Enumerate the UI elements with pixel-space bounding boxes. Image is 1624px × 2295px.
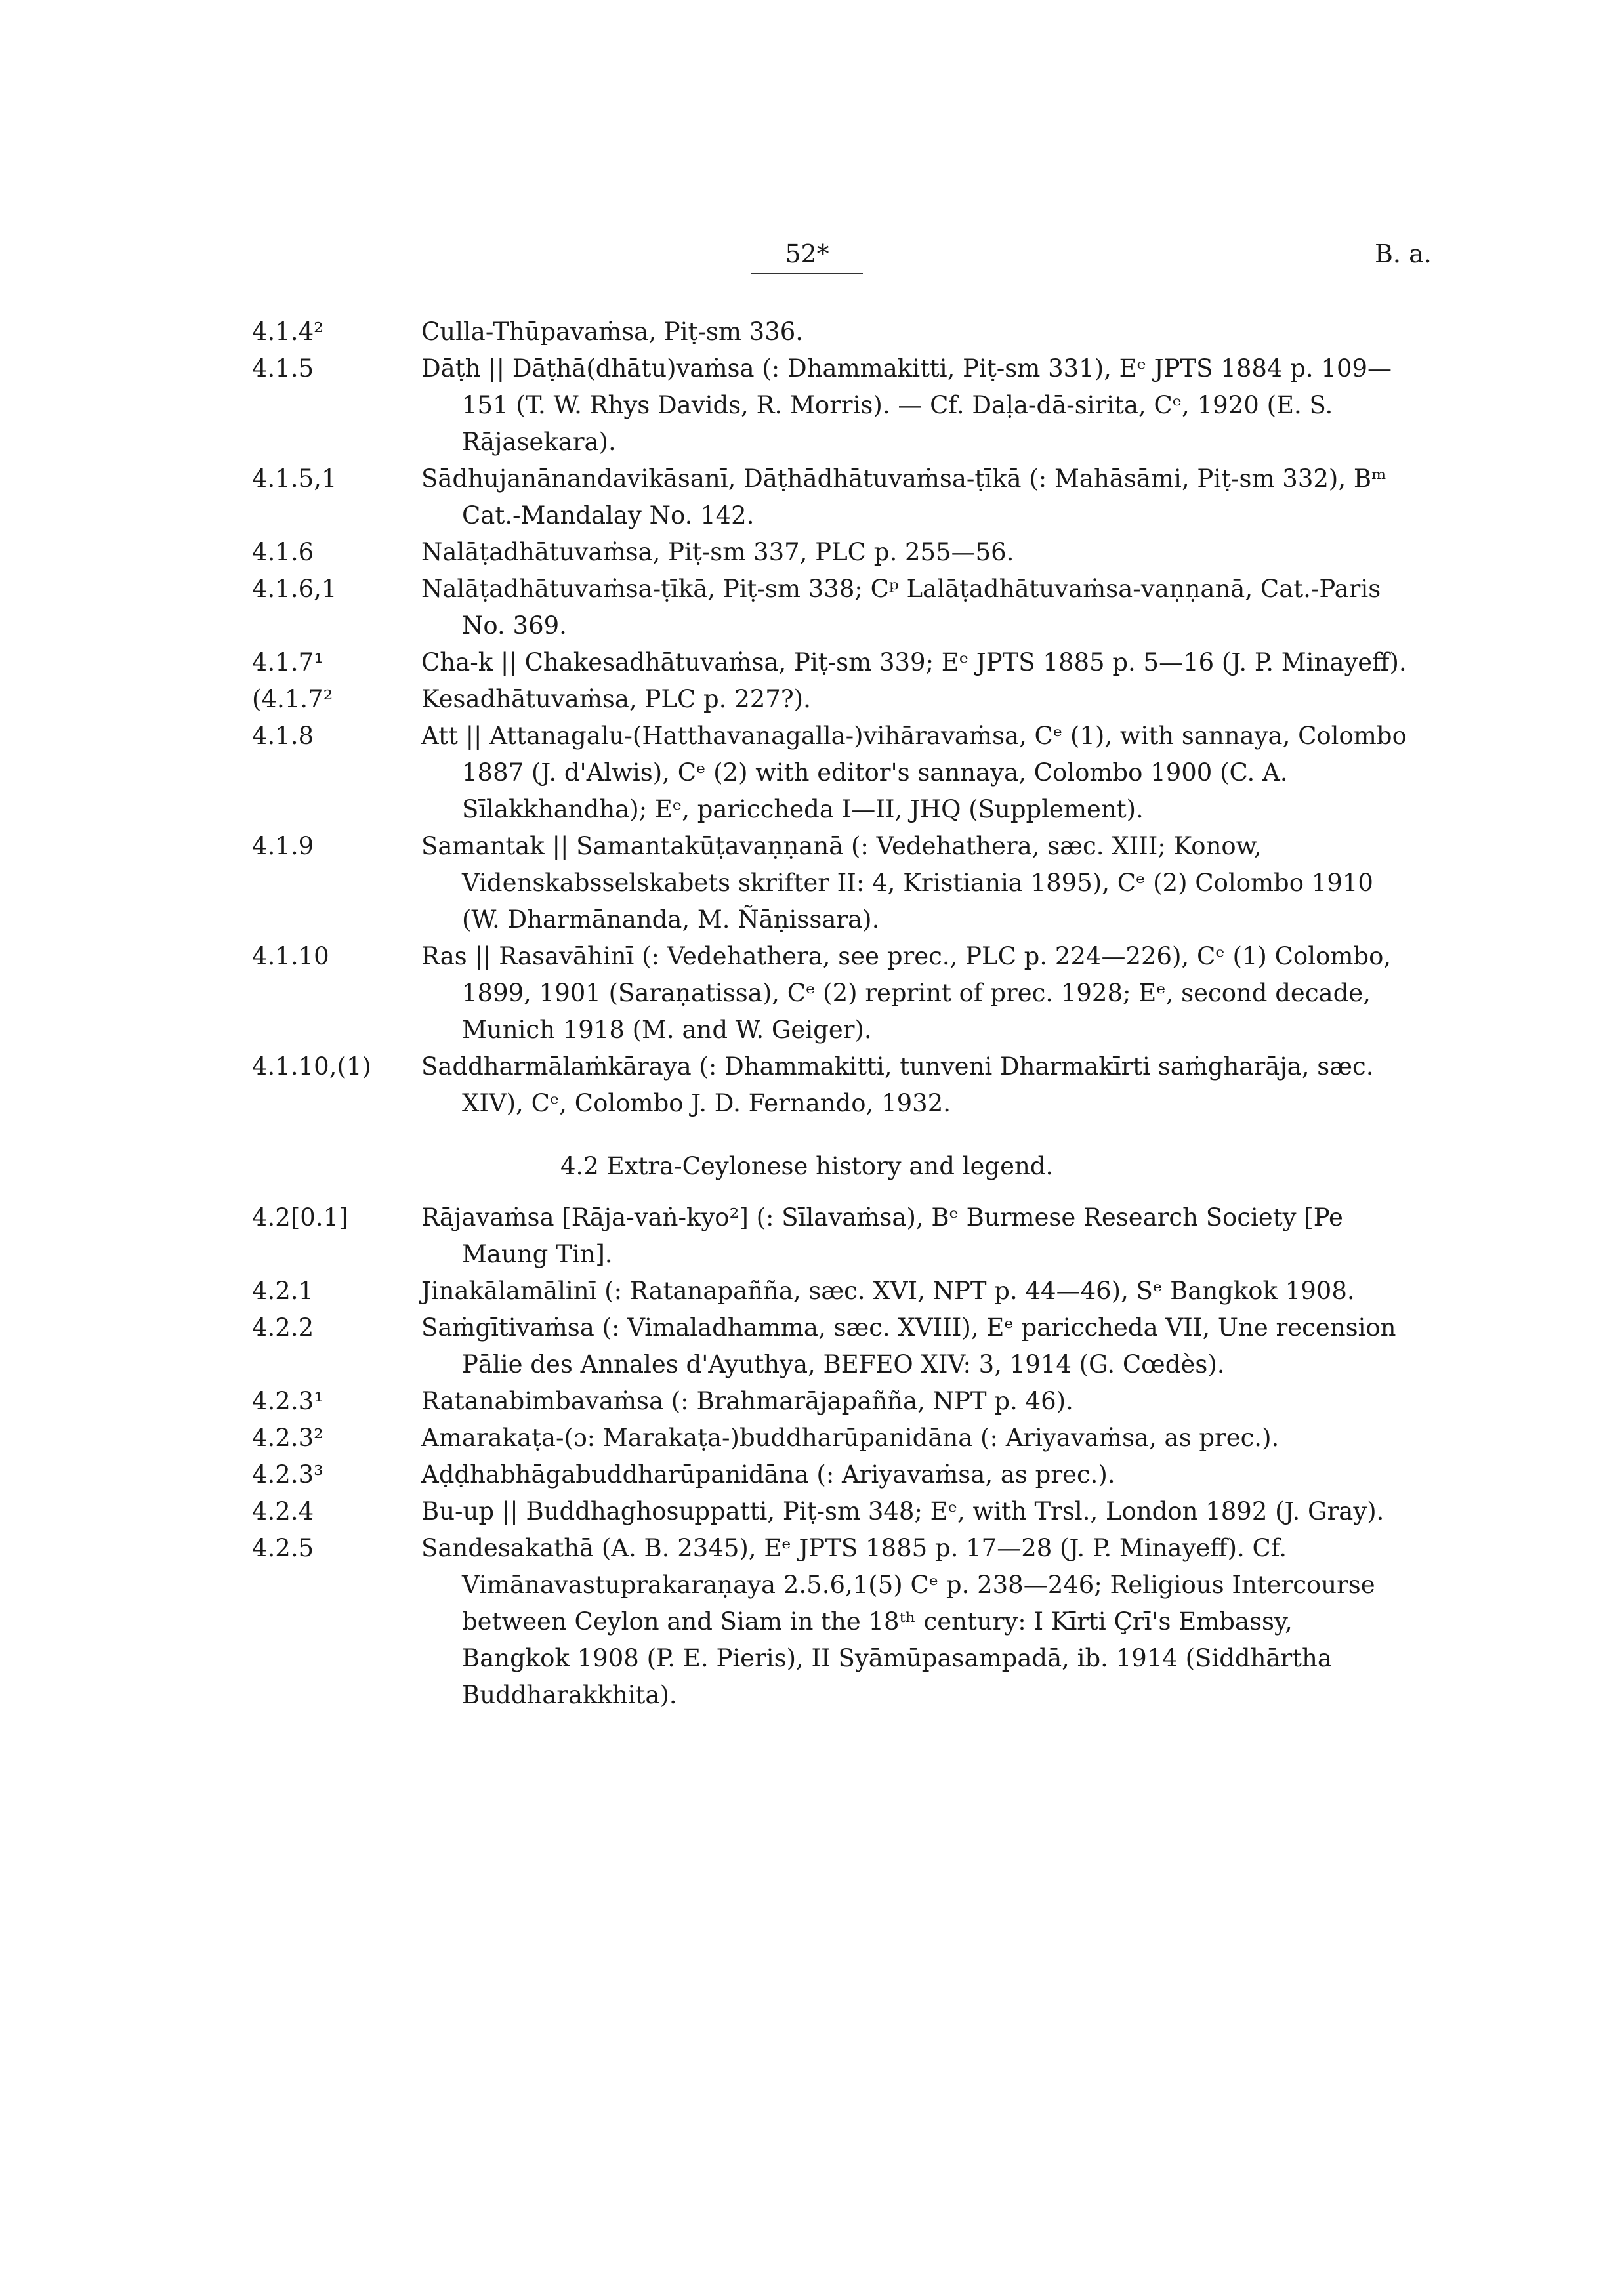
page-number: 52*	[751, 238, 863, 274]
entry-number: 4.2.1	[252, 1277, 314, 1305]
entry-4-2-5	[252, 1530, 1407, 1714]
entry-number: 4.2.3³	[252, 1460, 323, 1489]
entry-4-1-4-2	[252, 314, 1407, 350]
entry-4-1-7-1	[252, 644, 1407, 681]
entry-4-2-3-1	[252, 1383, 1407, 1420]
entry-text: Ratanabimbavaṁsa (: Brahmarājapañña, NPT p. 46).	[421, 1387, 1073, 1415]
entry-number: 4.1.6,1	[252, 575, 337, 603]
entry-text: Sandesakathā (A. B. 2345), Eᵉ JPTS 1885 p. 17—28 (J. P. Minayeff). Cf. Vimānavastuprakaraṇaya 2.5.6,1(5) Cᵉ p. 238—246; Religious Intercourse between Ceylon and Siam in the 18ᵗʰ century: I Kīrti Çrī's Embassy, Bangkok 1908 (P. E. Pieris), II Syāmūpasampadā, ib. 1914 (Siddhārtha Buddharakkhita).	[421, 1534, 1375, 1709]
entry-text: Amarakaṭa-(ɔ: Marakaṭa-)buddharūpanidāna (: Ariyavaṁsa, as prec.).	[421, 1424, 1280, 1452]
entry-number: 4.2[0.1]	[252, 1203, 348, 1231]
entry-number: 4.2.3¹	[252, 1387, 323, 1415]
entry-text: Kesadhātuvaṁsa, PLC p. 227?).	[421, 685, 811, 713]
entry-text: Cha-k || Chakesadhātuvaṁsa, Piṭ-sm 339; Eᵉ JPTS 1885 p. 5—16 (J. P. Minayeff).	[421, 648, 1407, 676]
entry-4-2-3-2	[252, 1420, 1407, 1457]
entry-number: 4.1.8	[252, 722, 314, 750]
entry-text: Ras || Rasavāhinī (: Vedehathera, see prec., PLC p. 224—226), Cᵉ (1) Colombo, 1899, 1901 (Saraṇatissa), Cᵉ (2) reprint of prec. 1928; Eᵉ, second decade, Munich 1918 (M. and W. Geiger).	[421, 942, 1392, 1044]
entry-text: Dāṭh || Dāṭhā(dhātu)vaṁsa (: Dhammakitti, Piṭ-sm 331), Eᵉ JPTS 1884 p. 109—151 (T. W. Rhys Davids, R. Morris). — Cf. Daḷa-dā-sirita, Cᵉ, 1920 (E. S. Rājasekara).	[421, 354, 1392, 456]
entry-4-1-8	[252, 718, 1407, 828]
page-header	[0, 238, 1624, 277]
entry-number: 4.2.5	[252, 1534, 314, 1562]
section-mark: B. a.	[1375, 239, 1432, 268]
entry-number: (4.1.7²	[252, 685, 333, 713]
entry-4-2-2	[252, 1310, 1407, 1383]
entry-text: Samantak || Samantakūṭavaṇṇanā (: Vedehathera, sæc. XIII; Konow, Videnskabsselskabets skrifter II: 4, Kristiania 1895), Cᵉ (2) Colombo 1910 (W. Dharmānanda, M. Ñāṇissara).	[421, 832, 1373, 934]
entry-text: Bu-up || Buddhaghosuppatti, Piṭ-sm 348; Eᵉ, with Trsl., London 1892 (J. Gray).	[421, 1497, 1385, 1525]
entry-number: 4.1.5,1	[252, 465, 337, 493]
entry-text: Sādhujanānandavikāsanī, Dāṭhādhātuvaṁsa-ṭīkā (: Mahāsāmi, Piṭ-sm 332), Bᵐ Cat.-Mandalay No. 142.	[421, 465, 1386, 529]
entry-number: 4.2.2	[252, 1313, 314, 1342]
entry-4-1-6-1	[252, 571, 1407, 644]
entry-4-1-7-2	[252, 681, 1407, 718]
entry-number: 4.1.9	[252, 832, 314, 860]
entry-text: Nalāṭadhātuvaṁsa-ṭīkā, Piṭ-sm 338; Cᵖ Lalāṭadhātuvaṁsa-vaṇṇanā, Cat.-Paris No. 369.	[421, 575, 1381, 640]
entry-number: 4.2.4	[252, 1497, 314, 1525]
entry-text: Culla-Thūpavaṁsa, Piṭ-sm 336.	[421, 318, 804, 346]
entry-number: 4.1.7¹	[252, 648, 323, 676]
entry-4-1-6	[252, 534, 1407, 571]
entry-4-1-5	[252, 350, 1407, 461]
entry-text: Att || Attanagalu-(Hatthavanagalla-)vihāravaṁsa, Cᵉ (1), with sannaya, Colombo 1887 (J. d'Alwis), Cᵉ (2) with editor's sannaya, Colombo 1900 (C. A. Sīlakkhandha); Eᵉ, pariccheda I—II, JHQ (Supplement).	[421, 722, 1407, 823]
entry-4-2-4	[252, 1493, 1407, 1530]
entry-number: 4.2.3²	[252, 1424, 323, 1452]
entry-4-1-5-1	[252, 461, 1407, 534]
entry-text: Rājavaṁsa [Rāja-vaṅ-kyo²] (: Sīlavaṁsa), Bᵉ Burmese Research Society [Pe Maung Tin].	[421, 1203, 1343, 1268]
entry-4-2-1	[252, 1273, 1407, 1310]
entry-text: Saṁgītivaṁsa (: Vimaladhamma, sæc. XVIII), Eᵉ pariccheda VII, Une recension Pālie des Annales d'Ayuthya, BEFEO XIV: 3, 1914 (G. Cœdès).	[421, 1313, 1396, 1378]
entry-number: 4.1.10	[252, 942, 329, 970]
bibliography-list	[252, 314, 1407, 1714]
entry-text: Saddharmālaṁkāraya (: Dhammakitti, tunveni Dharmakīrti saṁgharāja, sæc. XIV), Cᵉ, Colombo J. D. Fernando, 1932.	[421, 1052, 1374, 1117]
entry-number: 4.1.4²	[252, 318, 323, 346]
entry-number: 4.1.5	[252, 354, 314, 382]
entry-number: 4.1.6	[252, 538, 314, 566]
entry-4-2-3-3	[252, 1457, 1407, 1493]
entry-4-1-9	[252, 828, 1407, 938]
entry-text: Jinakālamālinī (: Ratanapañña, sæc. XVI, NPT p. 44—46), Sᵉ Bangkok 1908.	[421, 1277, 1355, 1305]
entry-number: 4.1.10,(1)	[252, 1052, 371, 1081]
entry-4-2-0-1	[252, 1199, 1407, 1273]
entry-4-1-10-1	[252, 1048, 1407, 1122]
entry-text: Nalāṭadhātuvaṁsa, Piṭ-sm 337, PLC p. 255—56.	[421, 538, 1014, 566]
section-heading: 4.2 Extra-Ceylonese history and legend.	[560, 1152, 1054, 1180]
entry-4-1-10	[252, 938, 1407, 1048]
entry-text: Aḍḍhabhāgabuddharūpanidāna (: Ariyavaṁsa, as prec.).	[421, 1460, 1115, 1489]
